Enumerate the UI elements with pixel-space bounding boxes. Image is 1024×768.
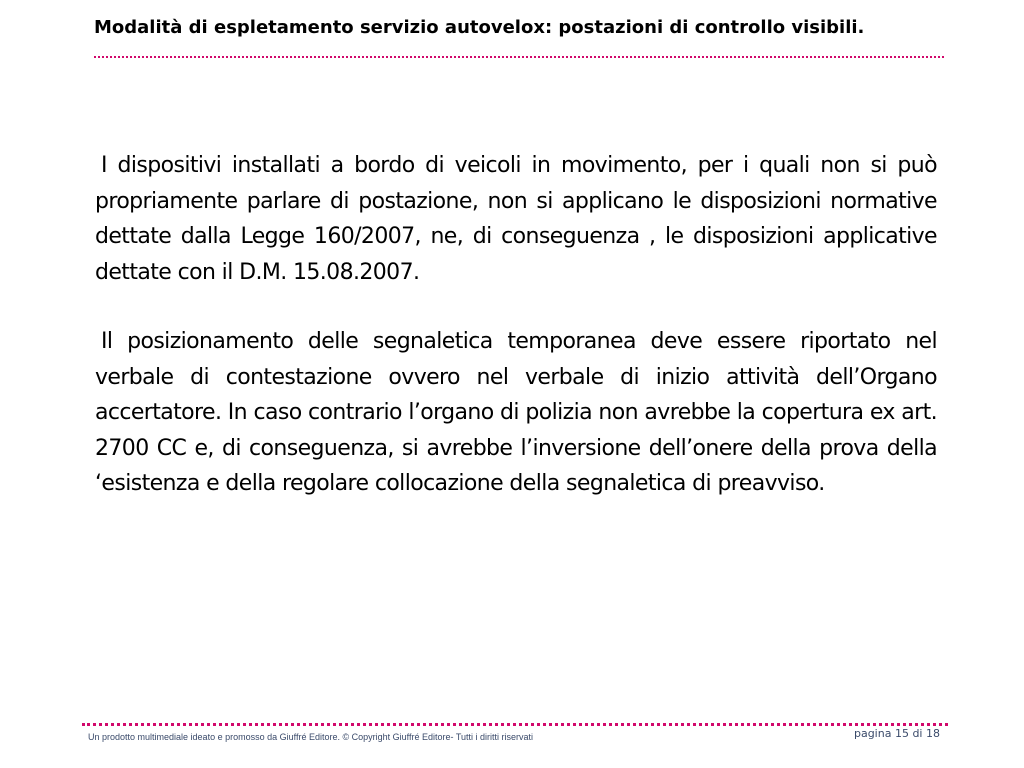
page-indicator	[854, 727, 940, 740]
slide-title: Modalità di espletamento servizio autovelox: postazioni di controllo visibili.	[94, 17, 865, 38]
footer-divider	[82, 723, 948, 726]
page-current: 15	[894, 727, 909, 740]
paragraph-2: Il posizionamento delle segnaletica temporanea deve essere riportato nel verbale di contestazione ovvero nel verbale di inizio attività dell’Organo accertatore. In caso contrario l’organo di polizia non avrebbe la copertura ex art. 2700 CC e, di conseguenza, si avrebbe l’inversione dell’onere della prova della ‘esistenza e della regolare collocazione della segnaletica di preavviso.	[95, 329, 937, 496]
page-total: 18	[926, 727, 940, 740]
page-separator: di	[912, 727, 923, 740]
paragraph-1: I dispositivi installati a bordo di veicoli in movimento, per i quali non si può propriamente parlare di postazione, non si applicano le disposizioni normative dettate dalla Legge 160/2007, ne, di conseguenza , le disposizioni applicative dettate con il D.M. 15.08.2007.	[95, 153, 937, 285]
page-label: pagina	[853, 727, 892, 740]
title-divider	[94, 56, 944, 58]
footer-credit: Un prodotto multimediale ideato e promosso da Giuffré Editore. © Copyright Giuffré Editore- Tutti i diritti riservati	[88, 732, 533, 742]
slide-body	[95, 148, 937, 502]
